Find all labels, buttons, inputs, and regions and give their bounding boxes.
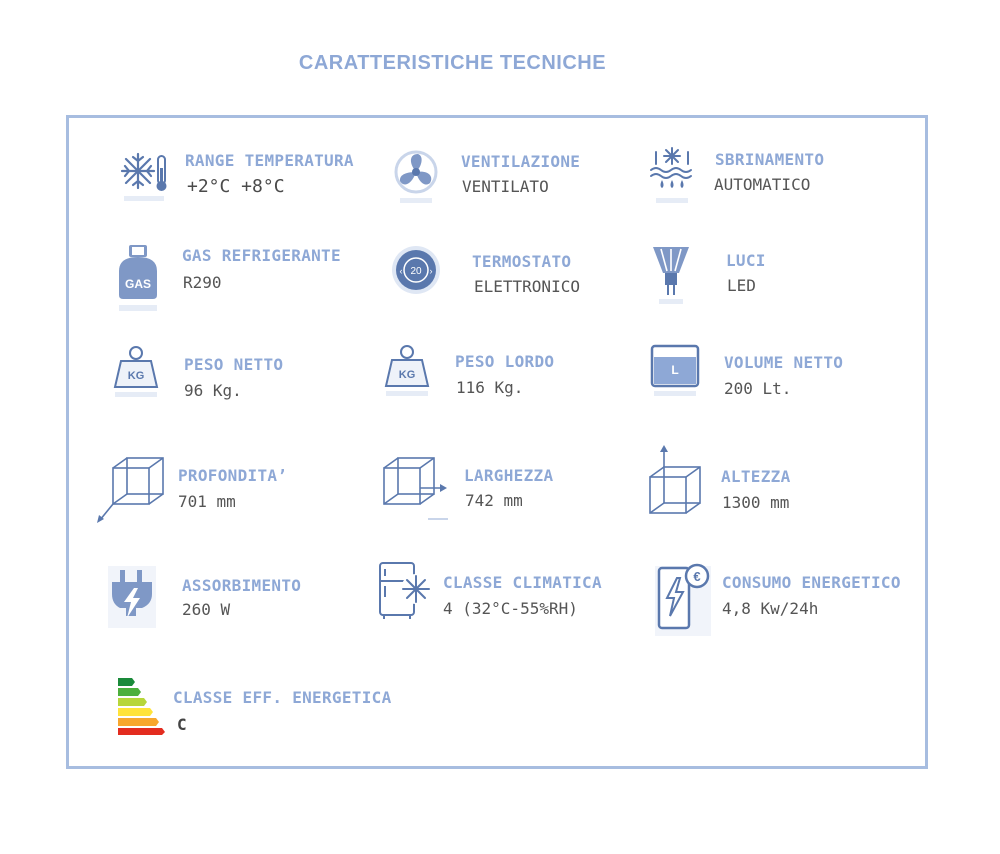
gas-cylinder-icon [115, 243, 161, 315]
spec-value: 701 mm [178, 492, 236, 511]
spec-label: PESO NETTO [184, 355, 284, 374]
cube-height-icon [646, 445, 704, 517]
power-plug-icon [108, 566, 156, 632]
spec-value: 742 mm [465, 491, 523, 510]
fan-icon [394, 148, 442, 210]
spec-value: LED [727, 276, 756, 295]
spec-label: VENTILAZIONE [461, 152, 581, 171]
svg-text:‹: ‹ [399, 266, 403, 276]
spec-value: 116 Kg. [456, 378, 524, 397]
spec-label: TERMOSTATO [472, 252, 572, 271]
spec-label: SBRINAMENTO [715, 150, 825, 169]
cube-depth-icon [97, 456, 167, 524]
spec-value: 96 Kg. [184, 381, 242, 400]
spec-label: RANGE TEMPERATURA [185, 151, 354, 170]
spec-label: LARGHEZZA [464, 466, 554, 485]
spec-value: 200 Lt. [724, 379, 792, 398]
energy-label-icon [118, 677, 166, 735]
defrost-icon [650, 146, 696, 210]
spec-label: PESO LORDO [455, 352, 555, 371]
snowflake-thermometer-icon [118, 148, 174, 208]
spec-value: +2°C +8°C [187, 176, 285, 197]
cube-width-icon [380, 456, 450, 524]
spec-value: AUTOMATICO [714, 175, 811, 194]
spec-value: 260 W [182, 600, 231, 619]
spec-value: 1300 mm [722, 493, 790, 512]
svg-text:€: € [693, 569, 701, 584]
spec-value: 4 (32°C-55%RH) [443, 599, 578, 618]
energy-consumption-icon [655, 562, 715, 638]
volume-icon-text: L [671, 363, 679, 377]
weight-icon-text: KG [127, 370, 145, 382]
weight-icon [111, 345, 161, 401]
spec-label: VOLUME NETTO [724, 353, 844, 372]
spec-label: ASSORBIMENTO [182, 576, 302, 595]
spec-label: CLASSE EFF. ENERGETICA [173, 688, 392, 707]
spec-label: GAS REFRIGERANTE [182, 246, 341, 265]
spec-label: ALTEZZA [721, 467, 791, 486]
volume-container-icon [650, 344, 702, 400]
gas-icon-text: GAS [124, 277, 152, 291]
weight-icon [382, 344, 432, 400]
specs-panel [66, 115, 928, 769]
fridge-climate-icon [378, 561, 436, 621]
led-bulb-icon [651, 243, 691, 309]
spec-value: R290 [183, 273, 222, 292]
spec-label: CLASSE CLIMATICA [443, 573, 602, 592]
spec-label: LUCI [726, 251, 766, 270]
svg-text:›: › [429, 266, 433, 276]
spec-value: C [177, 715, 187, 734]
weight-icon-text: KG [398, 369, 416, 381]
spec-label: CONSUMO ENERGETICO [722, 573, 901, 592]
thermostat-icon-text: 20 [410, 266, 422, 277]
spec-value: 4,8 Kw/24h [722, 599, 819, 618]
page-title: CARATTERISTICHE TECNICHE [298, 52, 607, 74]
spec-value: VENTILATO [462, 177, 549, 196]
spec-label: PROFONDITA’ [178, 466, 288, 485]
spec-value: ELETTRONICO [474, 277, 580, 296]
thermostat-icon [390, 244, 444, 304]
